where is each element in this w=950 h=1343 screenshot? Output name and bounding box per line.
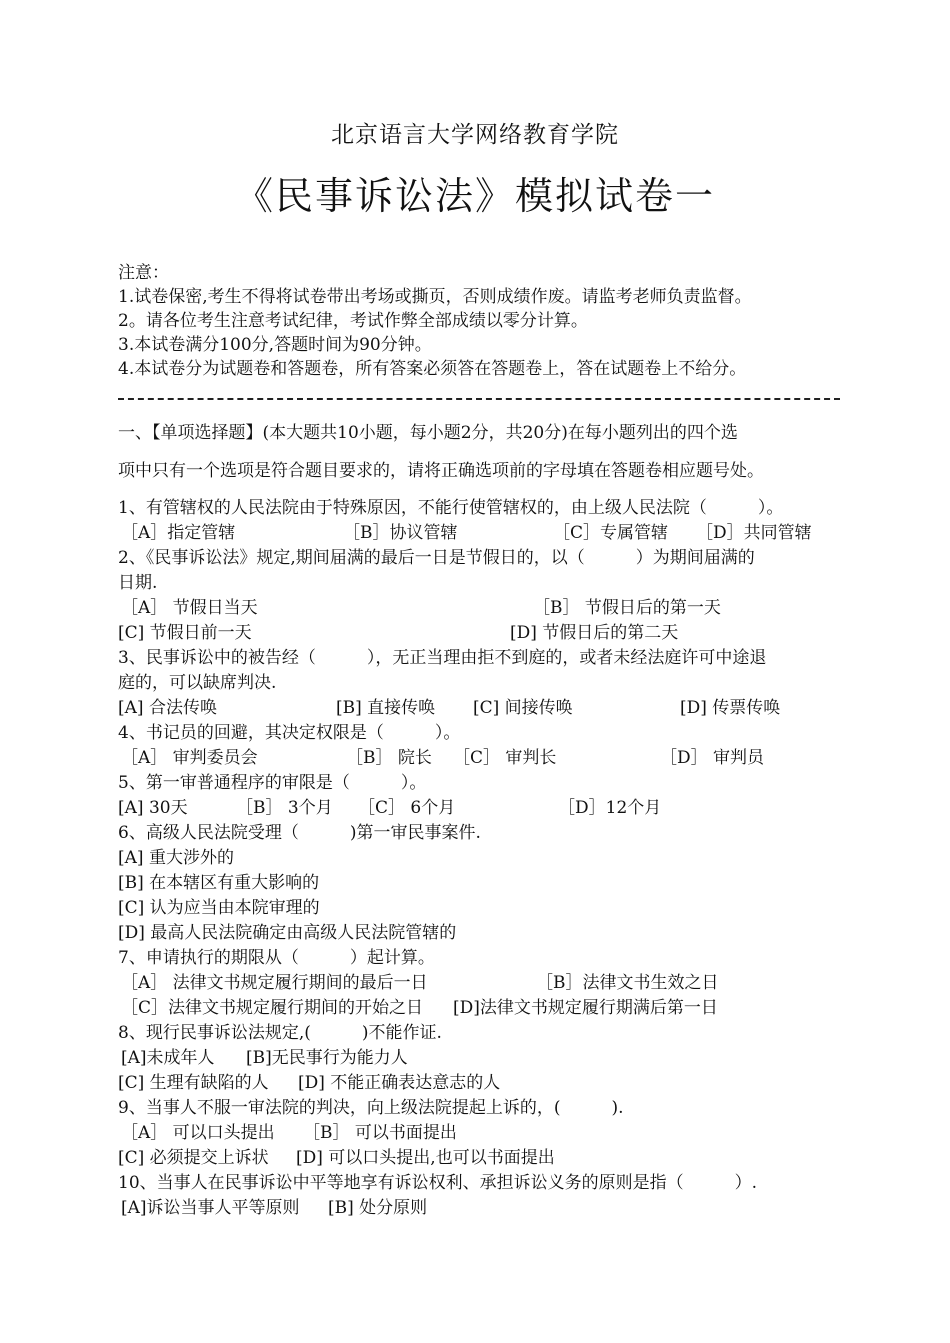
notice-item: 1.试卷保密,考生不得将试卷带出考场或撕页，否则成绩作废。请监考老师负责监督。: [118, 287, 752, 307]
question-stem: 2、《民事诉讼法》规定,期间届满的最后一日是节假日的，以（ ）为期间届满的: [118, 548, 755, 568]
option: [B]无民事行为能力人: [246, 1048, 408, 1068]
option: [B] 在本辖区有重大影响的: [118, 873, 320, 893]
option: ［A］指定管辖: [121, 523, 236, 543]
notice-item: 3.本试卷满分100分,答题时间为90分钟。: [118, 335, 432, 355]
option: ［B］ 可以书面提出: [303, 1123, 457, 1143]
question-stem: 9、当事人不服一审法院的判决，向上级法院提起上诉的，( ).: [118, 1098, 624, 1118]
option: ［C］ 6个月: [358, 798, 456, 818]
question-stem: 3、民事诉讼中的被告经（ ），无正当理由拒不到庭的，或者未经法庭许可中途退: [118, 648, 767, 668]
option: ［B］协议管辖: [343, 523, 458, 543]
option: [A] 合法传唤: [118, 698, 217, 718]
option: [D] 传票传唤: [680, 698, 781, 718]
option: [C] 生理有缺陷的人: [118, 1073, 269, 1093]
option: [A]诉讼当事人平等原则: [121, 1198, 300, 1218]
dashed-divider: [118, 398, 840, 400]
option: ［A］ 法律文书规定履行期间的最后一日: [121, 973, 428, 993]
option: ［D］12个月: [558, 798, 662, 818]
option: ［C］专属管辖: [553, 523, 669, 543]
question-stem: 庭的，可以缺席判决.: [118, 673, 277, 693]
option: ［A］ 可以口头提出: [121, 1123, 275, 1143]
institution-name: 北京语言大学网络教育学院: [331, 122, 619, 148]
option: [C] 认为应当由本院审理的: [118, 898, 320, 918]
notice-item: 4.本试卷分为试题卷和答题卷，所有答案必须答在答题卷上，答在试题卷上不给分。: [118, 359, 747, 379]
option: ［A］ 审判委员会: [121, 748, 258, 768]
option: [D] 不能正确表达意志的人: [298, 1073, 501, 1093]
notice-item: 2。请各位考生注意考试纪律，考试作弊全部成绩以零分计算。: [118, 311, 588, 331]
option: ［D］ 审判员: [660, 748, 765, 768]
option: [B] 处分原则: [328, 1198, 428, 1218]
question-stem: 6、高级人民法院受理（ )第一审民事案件.: [118, 823, 481, 843]
option: [A]未成年人: [121, 1048, 215, 1068]
question-stem: 7、申请执行的期限从（ ）起计算。: [118, 948, 435, 968]
exam-title: 《民事诉讼法》模拟试卷一: [234, 174, 715, 218]
option: [A] 重大涉外的: [118, 848, 234, 868]
question-stem: 5、第一审普通程序的审限是（ ）。: [118, 773, 427, 793]
question-stem: 1、有管辖权的人民法院由于特殊原因，不能行使管辖权的，由上级人民法院（ ）。: [118, 498, 784, 518]
option: [D] 节假日后的第二天: [510, 623, 679, 643]
option: ［B］法律文书生效之日: [536, 973, 719, 993]
section-intro: 一、【单项选择题】(本大题共10小题，每小题2分，共20分)在每小题列出的四个选: [118, 423, 738, 443]
option: [D] 可以口头提出,也可以书面提出: [296, 1148, 555, 1168]
notice-heading: 注意：: [118, 263, 169, 283]
option: ［C］ 审判长: [453, 748, 557, 768]
question-stem: 日期.: [118, 573, 158, 593]
option: ［D］共同管辖: [696, 523, 812, 543]
option: [C] 必须提交上诉状: [118, 1148, 269, 1168]
option: ［C］法律文书规定履行期间的开始之日: [121, 998, 424, 1018]
option: [D]法律文书规定履行期满后第一日: [453, 998, 718, 1018]
option: ［B］ 院长: [346, 748, 432, 768]
question-stem: 8、现行民事诉讼法规定,( )不能作证.: [118, 1023, 442, 1043]
section-intro: 项中只有一个选项是符合题目要求的，请将正确选项前的字母填在答题卷相应题号处。: [118, 461, 764, 481]
option: ［B］ 3个月: [236, 798, 333, 818]
question-stem: 4、书记员的回避，其决定权限是（ ）。: [118, 723, 461, 743]
option: [A] 30天: [118, 798, 188, 818]
option: ［B］ 节假日后的第一天: [533, 598, 721, 618]
option: [B] 直接传唤: [336, 698, 436, 718]
option: ［A］ 节假日当天: [121, 598, 258, 618]
question-stem: 10、当事人在民事诉讼中平等地享有诉讼权利、承担诉讼义务的原则是指（ ）.: [118, 1173, 758, 1193]
option: [D] 最高人民法院确定由高级人民法院管辖的: [118, 923, 457, 943]
option: [C] 间接传唤: [473, 698, 573, 718]
option: [C] 节假日前一天: [118, 623, 252, 643]
